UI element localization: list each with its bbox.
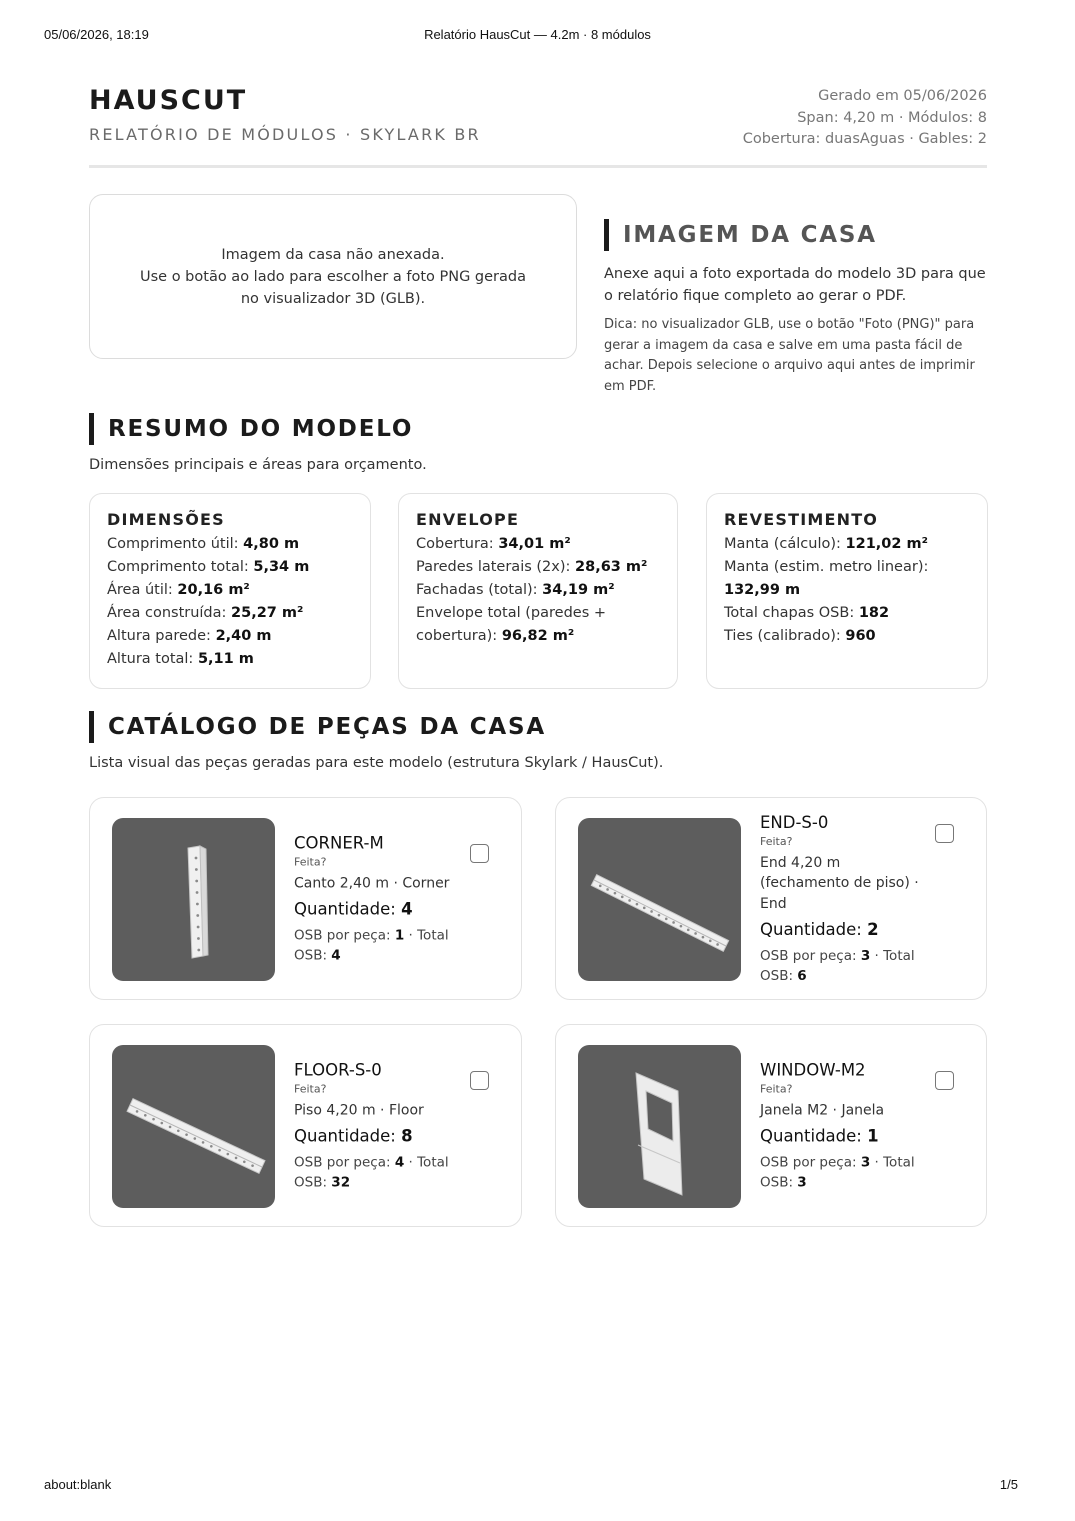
piece-done-label: Feita? bbox=[760, 1081, 793, 1095]
summary-line bbox=[107, 602, 353, 625]
summary-card bbox=[89, 493, 371, 689]
summary-line-label: Paredes laterais (2x): bbox=[416, 559, 576, 575]
osb-value: 3 bbox=[860, 947, 871, 964]
piece-thumbnail bbox=[578, 1045, 741, 1208]
piece-done-label: Feita? bbox=[760, 834, 793, 848]
summary-title: RESUMO DO MODELO bbox=[89, 413, 987, 445]
piece-thumbnail bbox=[112, 1045, 275, 1208]
osb-label: OSB por peça: bbox=[294, 927, 395, 944]
piece-card bbox=[555, 797, 987, 1000]
osb-total-value: 4 bbox=[331, 947, 341, 964]
piece-card bbox=[89, 797, 522, 1000]
floor-beam-icon bbox=[112, 1045, 275, 1208]
placeholder-line-2: Use o botão ao lado para escolher a foto PNG gerada bbox=[140, 268, 526, 285]
piece-info bbox=[760, 1059, 926, 1193]
summary-line-label: Fachadas (total): bbox=[416, 582, 543, 598]
summary-line bbox=[724, 556, 970, 602]
print-page-number: 1/5 bbox=[999, 1477, 1018, 1492]
done-checkbox[interactable] bbox=[935, 824, 954, 843]
osb-value: 1 bbox=[394, 927, 405, 944]
piece-card bbox=[89, 1024, 522, 1227]
summary-line-value: 182 bbox=[858, 605, 890, 621]
summary-line-label: Comprimento total: bbox=[107, 559, 254, 575]
house-image-info bbox=[604, 219, 987, 397]
span-modules: Span: 4,20 m · Módulos: 8 bbox=[797, 109, 987, 126]
piece-code: CORNER-M bbox=[294, 832, 384, 852]
corner-column-icon bbox=[112, 818, 275, 981]
summary-subtitle: Dimensões principais e áreas para orçamento. bbox=[89, 457, 427, 473]
piece-quantity bbox=[760, 919, 926, 941]
piece-code: END-S-0 bbox=[760, 812, 829, 832]
catalog-title: CATÁLOGO DE PEÇAS DA CASA bbox=[89, 711, 987, 743]
house-image-section bbox=[89, 168, 987, 413]
done-checkbox[interactable] bbox=[935, 1071, 954, 1090]
model-summary-section bbox=[89, 413, 987, 711]
summary-line bbox=[107, 648, 353, 671]
end-beam-icon bbox=[578, 818, 741, 981]
quantity-value: 4 bbox=[401, 899, 413, 919]
piece-osb bbox=[294, 925, 461, 965]
piece-osb bbox=[294, 1152, 461, 1192]
summary-line-label: Comprimento útil: bbox=[107, 536, 244, 552]
brand-title: HAUSCUT bbox=[89, 85, 248, 116]
piece-info bbox=[294, 832, 461, 966]
print-header bbox=[44, 27, 1031, 45]
piece-code: FLOOR-S-0 bbox=[294, 1059, 382, 1079]
quantity-value: 1 bbox=[867, 1126, 879, 1146]
osb-total-label: · Total OSB: bbox=[760, 1154, 915, 1191]
summary-line-value: 5,11 m bbox=[197, 651, 254, 667]
summary-line bbox=[724, 533, 970, 556]
house-image-tip: Dica: no visualizador GLB, use o botão "Foto (PNG)" para gerar a imagem da casa e salve em uma pasta fácil de achar. Depois selecione o arquivo aqui antes de imprimir em PDF. bbox=[604, 317, 975, 394]
piece-description: End 4,20 m (fechamento de piso) · End bbox=[760, 854, 919, 912]
house-photo-placeholder[interactable] bbox=[89, 194, 577, 359]
osb-total-value: 6 bbox=[797, 967, 807, 984]
report-meta bbox=[743, 86, 987, 151]
summary-line bbox=[107, 556, 353, 579]
parts-catalog-section bbox=[89, 711, 987, 1191]
osb-value: 3 bbox=[860, 1154, 871, 1171]
summary-line bbox=[416, 602, 660, 648]
summary-line-label: Área útil: bbox=[107, 582, 178, 598]
piece-quantity bbox=[760, 1125, 926, 1147]
quantity-label: Quantidade: bbox=[294, 899, 402, 919]
summary-line bbox=[107, 625, 353, 648]
quantity-label: Quantidade: bbox=[760, 919, 868, 939]
osb-total-label: · Total OSB: bbox=[294, 1154, 449, 1191]
piece-done-label: Feita? bbox=[294, 854, 327, 868]
roof-gables: Cobertura: duasAguas · Gables: 2 bbox=[742, 131, 987, 147]
piece-description: Janela M2 · Janela bbox=[760, 1101, 885, 1118]
piece-description: Piso 4,20 m · Floor bbox=[294, 1101, 424, 1118]
summary-line-value: 5,34 m bbox=[253, 559, 310, 575]
placeholder-line-3: no visualizador 3D (GLB). bbox=[240, 290, 426, 307]
summary-line-value: 25,27 m² bbox=[231, 605, 304, 621]
summary-line-label: Altura parede: bbox=[107, 628, 216, 644]
piece-thumbnail bbox=[578, 818, 741, 981]
piece-thumbnail bbox=[112, 818, 275, 981]
print-title: Relatório HausCut — 4.2m · 8 módulos bbox=[424, 27, 651, 42]
done-checkbox[interactable] bbox=[470, 844, 489, 863]
summary-line-value: 121,02 m² bbox=[845, 536, 928, 552]
summary-card bbox=[706, 493, 988, 689]
report-page bbox=[89, 85, 987, 1191]
summary-line-label: Área construída: bbox=[107, 605, 232, 621]
window-panel-icon bbox=[578, 1045, 741, 1208]
summary-line bbox=[416, 556, 660, 579]
house-image-description: Anexe aqui a foto exportada do modelo 3D para que o relatório fique completo ao gerar o PDF. bbox=[604, 266, 986, 304]
summary-card-title: REVESTIMENTO bbox=[724, 510, 879, 529]
summary-card bbox=[398, 493, 678, 689]
summary-cards bbox=[89, 493, 987, 689]
piece-info bbox=[760, 811, 926, 986]
piece-description: Canto 2,40 m · Corner bbox=[294, 874, 450, 891]
summary-line-label: Manta (estim. metro linear): bbox=[724, 559, 929, 575]
print-footer bbox=[44, 1477, 1031, 1495]
summary-line-value: 96,82 m² bbox=[501, 628, 575, 644]
summary-line bbox=[107, 533, 353, 556]
osb-total-value: 3 bbox=[797, 1174, 807, 1191]
summary-line bbox=[416, 533, 660, 556]
generated-date: Gerado em 05/06/2026 bbox=[818, 88, 987, 104]
summary-line-value: 960 bbox=[845, 628, 876, 644]
summary-line-label: Altura total: bbox=[107, 651, 198, 667]
piece-card bbox=[555, 1024, 987, 1227]
summary-line-label: Cobertura: bbox=[416, 536, 499, 552]
summary-line-value: 28,63 m² bbox=[575, 559, 648, 575]
summary-line-label: Total chapas OSB: bbox=[724, 605, 859, 621]
osb-total-label: · Total OSB: bbox=[294, 927, 449, 964]
osb-label: OSB por peça: bbox=[760, 1154, 861, 1171]
summary-line-label: Envelope total (paredes + cobertura): bbox=[416, 605, 607, 644]
summary-card-title: DIMENSÕES bbox=[107, 510, 225, 529]
summary-line-label: Manta (cálculo): bbox=[724, 536, 846, 552]
piece-osb bbox=[760, 946, 926, 986]
summary-line-value: 34,19 m² bbox=[542, 582, 615, 598]
osb-total-value: 32 bbox=[331, 1174, 351, 1191]
quantity-label: Quantidade: bbox=[760, 1126, 868, 1146]
summary-line-value: 20,16 m² bbox=[177, 582, 250, 598]
piece-info bbox=[294, 1059, 461, 1193]
osb-label: OSB por peça: bbox=[760, 947, 861, 964]
quantity-value: 2 bbox=[867, 919, 879, 939]
house-image-title: IMAGEM DA CASA bbox=[604, 219, 987, 251]
summary-line-label: Ties (calibrado): bbox=[724, 628, 846, 644]
summary-card-title: ENVELOPE bbox=[416, 510, 520, 529]
summary-line bbox=[416, 579, 660, 602]
print-datetime: 05/06/2026, 18:19 bbox=[44, 27, 149, 42]
osb-value: 4 bbox=[394, 1154, 405, 1171]
summary-line-value: 132,99 m bbox=[724, 582, 801, 598]
summary-line bbox=[724, 602, 970, 625]
piece-quantity bbox=[294, 1125, 461, 1147]
piece-code: WINDOW-M2 bbox=[760, 1059, 866, 1079]
summary-line-value: 4,80 m bbox=[243, 536, 300, 552]
print-url: about:blank bbox=[44, 1477, 112, 1492]
piece-quantity bbox=[294, 898, 461, 920]
piece-cards bbox=[89, 797, 987, 1229]
piece-done-label: Feita? bbox=[294, 1081, 327, 1095]
brand-header bbox=[89, 85, 987, 168]
summary-line-value: 2,40 m bbox=[215, 628, 272, 644]
brand-subtitle: RELATÓRIO DE MÓDULOS · SKYLARK BR bbox=[89, 125, 481, 144]
summary-line bbox=[724, 625, 970, 648]
summary-line-value: 34,01 m² bbox=[498, 536, 571, 552]
piece-osb bbox=[760, 1152, 926, 1192]
done-checkbox[interactable] bbox=[470, 1071, 489, 1090]
placeholder-line-1: Imagem da casa não anexada. bbox=[221, 246, 445, 263]
quantity-label: Quantidade: bbox=[294, 1126, 402, 1146]
osb-label: OSB por peça: bbox=[294, 1154, 395, 1171]
osb-total-label: · Total OSB: bbox=[760, 947, 915, 984]
summary-line bbox=[107, 579, 353, 602]
quantity-value: 8 bbox=[401, 1126, 413, 1146]
catalog-subtitle: Lista visual das peças geradas para este modelo (estrutura Skylark / HausCut). bbox=[89, 755, 664, 771]
